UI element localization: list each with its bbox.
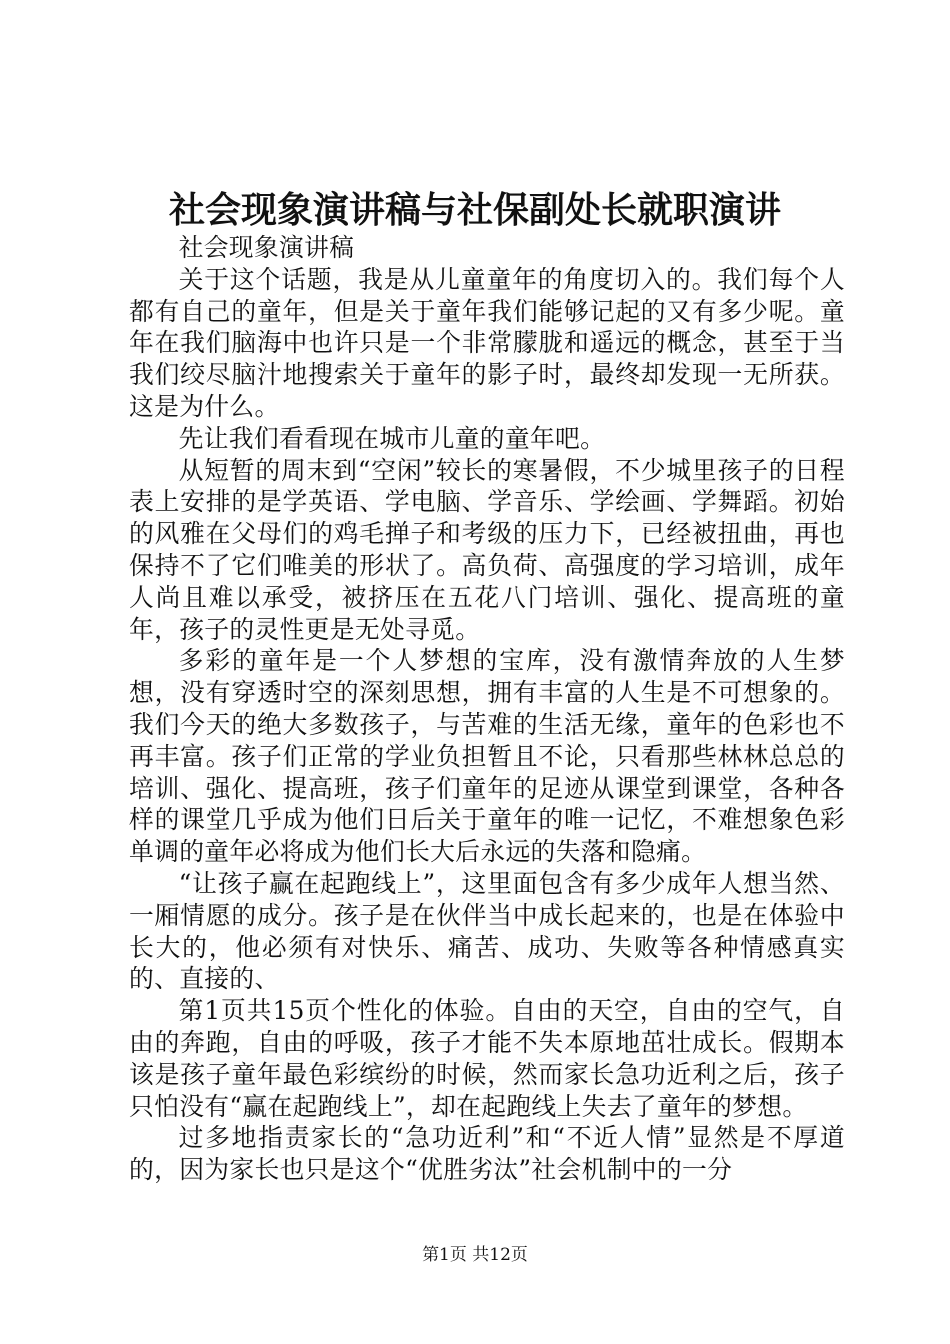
page-title: 社会现象演讲稿与社保副处长就职演讲 (168, 189, 781, 231)
page-footer: 第1页 共12页 (422, 1245, 528, 1265)
body-paragraph: “让孩子赢在起跑线上”，这里面包含有多少成年人想当然、一厢情愿的成分。孩子是在伙伴当中成长起来的，也是在体验中长大的，他必须有对快乐、痛苦、成功、失败等各种情感真实的、直接的、 (129, 868, 845, 994)
subtitle-paragraph: 社会现象演讲稿 (178, 233, 355, 262)
body-paragraph: 第1页共15页个性化的体验。自由的天空，自由的空气，自由的奔跑，自由的呼吸，孩子才能不失本原地茁壮成长。假期本该是孩子童年最色彩缤纷的时候，然而家长急功近利之后，孩子只怕没有“赢在起跑线上”，却在起跑线上失去了童年的梦想。 (129, 996, 845, 1121)
body-paragraph: 从短暂的周末到“空闲”较长的寒暑假，不少城里孩子的日程表上安排的是学英语、学电脑、学音乐、学绘画、学舞蹈。初始的风雅在父母们的鸡毛掸子和考级的压力下，已经被扭曲，再也保持不了它们唯美的形状了。高负荷、高强度的学习培训，成年人尚且难以承受，被挤压在五花八门培训、强化、提高班的童年，孩子的灵性更是无处寻觅。 (129, 455, 845, 644)
body-paragraph: 关于这个话题，我是从儿童童年的角度切入的。我们每个人都有自己的童年，但是关于童年我们能够记起的又有多少呢。童年在我们脑海中也许只是一个非常朦胧和遥远的概念，甚至于当我们绞尽脑汁地搜索关于童年的影子时，最终却发现一无所获。这是为什么。 (129, 264, 845, 421)
body-paragraph: 先让我们看看现在城市儿童的童年吧。 (178, 423, 606, 453)
body-paragraph: 多彩的童年是一个人梦想的宝库，没有激情奔放的人生梦想，没有穿透时空的深刻思想，拥有丰富的人生是不可想象的。我们今天的绝大多数孩子，与苦难的生活无缘，童年的色彩也不再丰富。孩子们正常的学业负担暂且不论，只看那些林林总总的培训、强化、提高班，孩子们童年的足迹从课堂到课堂，各种各样的课堂几乎成为他们日后关于童年的唯一记忆，不难想象色彩单调的童年必将成为他们长大后永远的失落和隐痛。 (129, 646, 845, 867)
document-body (129, 232, 845, 1186)
body-paragraph: 过多地指责家长的“急功近利”和“不近人情”显然是不厚道的，因为家长也只是这个“优胜劣汰”社会机制中的一分 (129, 1123, 845, 1185)
